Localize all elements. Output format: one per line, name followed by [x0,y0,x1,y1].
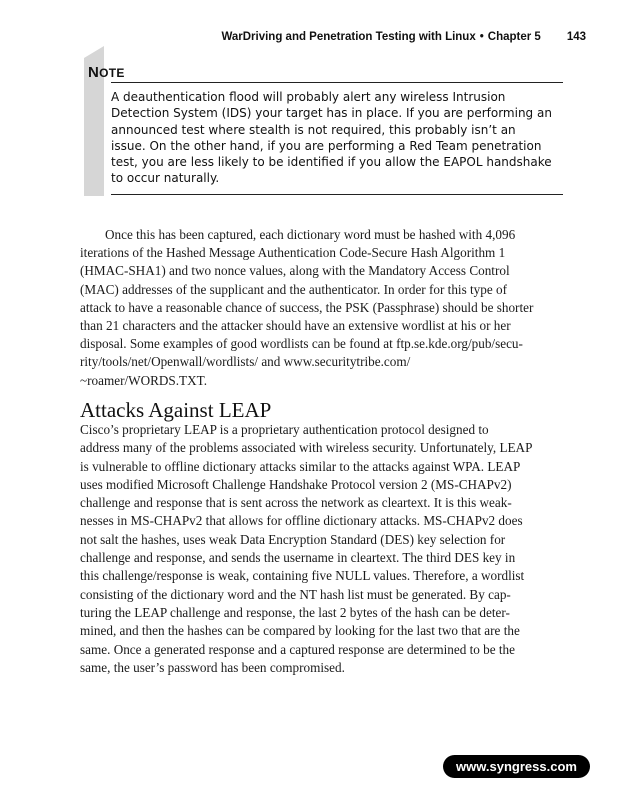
page-number: 143 [566,31,586,43]
text-line: mined, and then the hashes can be compared by looking for the last two that are the [80,623,520,639]
note-line: to occur naturally. [111,171,220,186]
note-body [111,89,566,187]
text-line: is vulnerable to offline dictionary attacks similar to the attacks against WPA. LEAP [80,458,521,474]
text-line: challenge and response, and sends the username in cleartext. The third DES key in [80,550,516,566]
text-line: turing the LEAP challenge and response, the last 2 bytes of the hash can be deter- [80,604,510,620]
note-label-rest: OTE [99,66,125,80]
text-line: disposal. Some examples of good wordlists can be found at ftp.se.kde.org/pub/secu- [80,336,523,352]
text-line: ~roamer/WORDS.TXT. [80,372,208,388]
text-line: consisting of the dictionary word and the NT hash list must be generated. By cap- [80,586,511,602]
text-line: (HMAC-SHA1) and two nonce values, along with the Mandatory Access Control [80,263,510,279]
note-line: issue. On the other hand, if you are performing a Red Team penetration [111,138,542,153]
text-line: nesses in MS-CHAPv2 that allows for offline dictionary attacks. MS-CHAPv2 does [80,513,523,529]
text-line: this challenge/response is weak, containing five NULL values. Therefore, a wordlist [80,568,525,584]
note-label-initial: N [88,64,100,81]
text-line: rity/tools/net/Openwall/wordlists/ and www.securitytribe.com/ [80,354,411,370]
body-paragraph-1 [80,226,563,390]
note-line: announced test where stealth is not required, this probably isn’t an [111,122,516,137]
running-header [221,31,586,43]
text-line: challenge and response that is sent across the network as cleartext. It is this weak- [80,495,512,511]
note-label [88,64,125,81]
text-line: iterations of the Hashed Message Authentication Code-Secure Hash Algorithm 1 [80,245,506,261]
text-line: same, the user’s password has been compromised. [80,659,345,675]
text-line: attack to have a reasonable chance of success, the PSK (Passphrase) should be shorter [80,299,534,315]
text-line: Once this has been captured, each dictionary word must be hashed with 4,096 [105,227,516,242]
publisher-url-badge[interactable]: www.syngress.com [443,755,590,778]
section-heading: Attacks Against LEAP [80,398,272,422]
running-title: WarDriving and Penetration Testing with Linux [221,31,476,43]
body-paragraph-2 [80,421,563,677]
note-line: test, you are less likely to be identified if you allow the EAPOL handshake [111,155,552,170]
note-line: A deauthentication flood will probably alert any wireless Intrusion [111,90,506,104]
chapter-label: Chapter 5 [487,31,541,43]
text-line: (MAC) addresses of the supplicant and the authenticator. In order for this type of [80,281,508,297]
text-line: not salt the hashes, uses weak Data Encryption Standard (DES) key selection for [80,531,506,547]
note-bottom-rule [111,194,563,195]
text-line: Cisco’s proprietary LEAP is a proprietary authentication protocol designed to [80,422,489,437]
text-line: uses modified Microsoft Challenge Handshake Protocol version 2 (MS-CHAPv2) [80,476,512,492]
note-top-rule [111,82,563,83]
text-line: than 21 characters and the attacker should have an extensive wordlist at his or her [80,318,511,334]
text-line: same. Once a generated response and a captured response are determined to be the [80,641,515,657]
text-line: address many of the problems associated with wireless security. Unfortunately, LEAP [80,440,533,456]
header-bullet: • [479,31,484,43]
note-line: Detection System (IDS) your target has in place. If you are performing an [111,106,552,121]
